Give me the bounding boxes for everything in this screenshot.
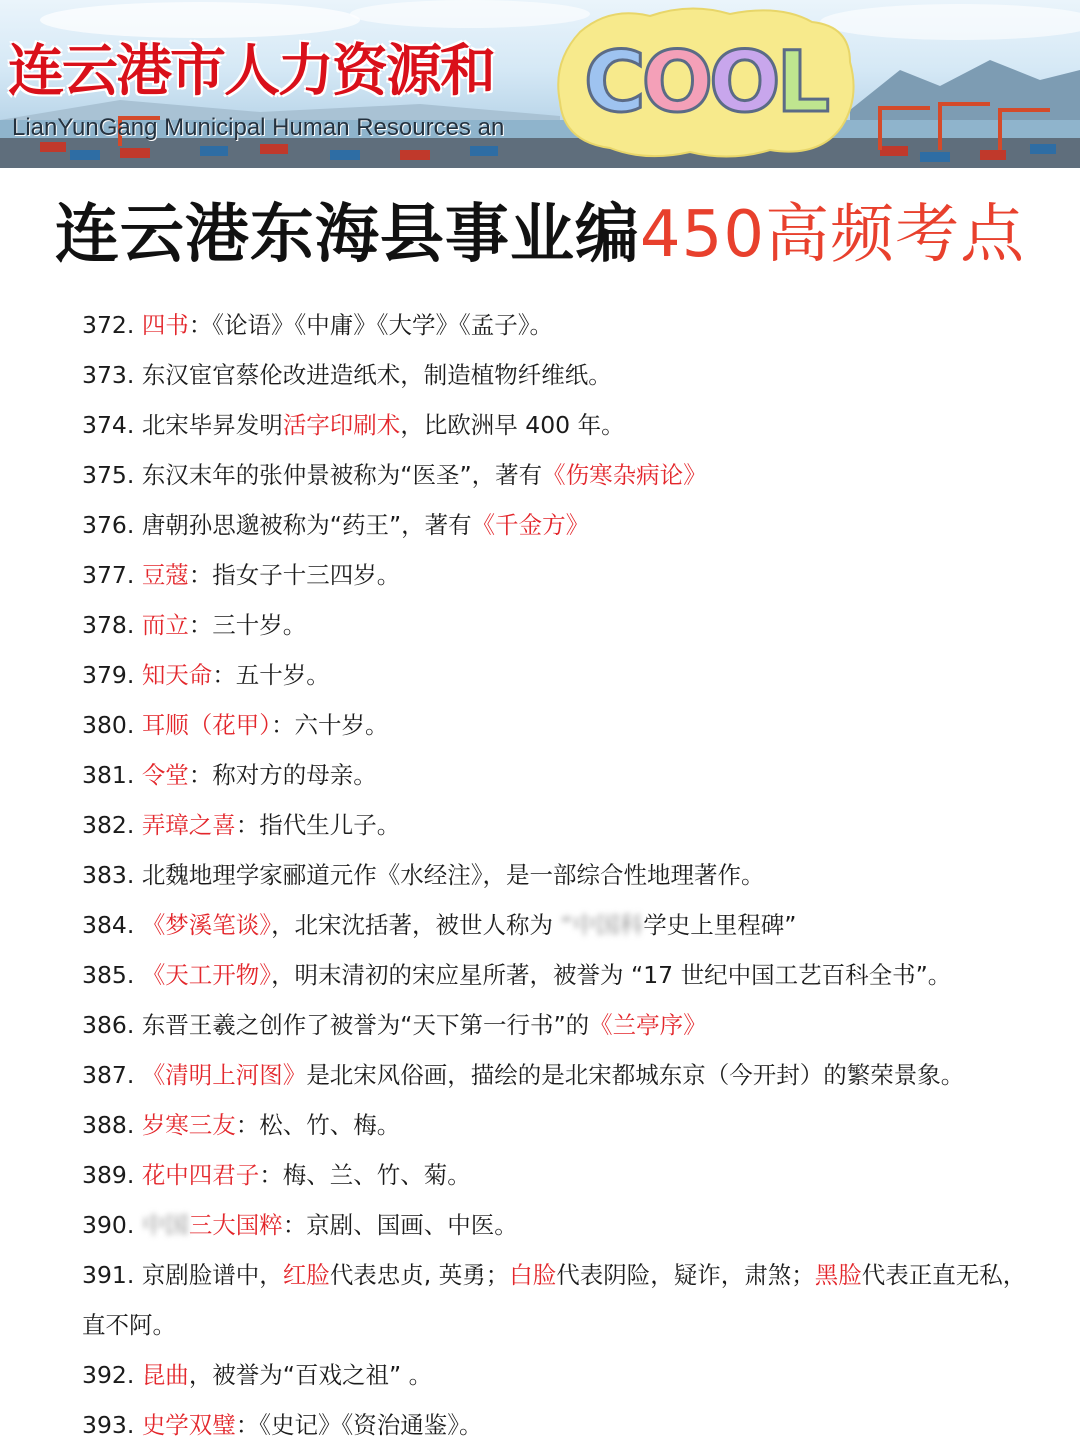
page-title bbox=[0, 190, 1080, 280]
item-text: ，比欧洲早 400 年。 bbox=[400, 411, 625, 439]
list-item bbox=[82, 1100, 1080, 1150]
item-text: 北魏地理学家郦道元作《水经注》，是一部综合性地理著作。 bbox=[141, 861, 765, 889]
item-text: ，北宋沈括著，被世人称为 bbox=[271, 911, 561, 939]
item-number: 381. bbox=[82, 761, 135, 789]
item-number: 383. bbox=[82, 861, 135, 889]
item-text: ：五十岁。 bbox=[212, 661, 330, 689]
item-text: ：梅、兰、竹、菊。 bbox=[259, 1161, 471, 1189]
item-text: ，明末清初的宋应星所著，被誉为 “17 世纪中国工艺百科全书”。 bbox=[271, 961, 952, 989]
highlighted-term: 弄璋之喜 bbox=[141, 811, 236, 839]
item-number: 389. bbox=[82, 1161, 135, 1189]
item-number: 388. bbox=[82, 1111, 135, 1139]
item-number: 386. bbox=[82, 1011, 135, 1039]
sticker-letter-l: L bbox=[776, 33, 827, 131]
highlighted-term: 三大国粹 bbox=[188, 1211, 283, 1239]
highlighted-term: 耳顺（花甲） bbox=[141, 711, 272, 739]
highlighted-term: 《兰亭序》 bbox=[589, 1011, 707, 1039]
list-item bbox=[82, 1300, 1080, 1350]
item-number: 375. bbox=[82, 461, 135, 489]
list-item bbox=[82, 1200, 1080, 1250]
highlighted-term: 白脸 bbox=[509, 1261, 557, 1289]
item-text: 直不阿。 bbox=[82, 1311, 176, 1339]
list-item bbox=[82, 1350, 1080, 1400]
item-text: ：松、竹、梅。 bbox=[235, 1111, 401, 1139]
item-text: 代表正直无私， bbox=[861, 1261, 1027, 1289]
item-text: 学史上里程碑” bbox=[643, 911, 797, 939]
list-item bbox=[82, 500, 1080, 550]
list-item bbox=[82, 400, 1080, 450]
list-item bbox=[82, 1400, 1080, 1450]
highlighted-term: 岁寒三友 bbox=[141, 1111, 236, 1139]
item-text: 是北宋风俗画，描绘的是北宋都城东京（今开封）的繁荣景象。 bbox=[306, 1061, 965, 1089]
sticker-letter-o2: O bbox=[709, 33, 777, 131]
sticker-letter-o1: O bbox=[641, 33, 710, 131]
list-item bbox=[82, 850, 1080, 900]
list-item bbox=[82, 1150, 1080, 1200]
highlighted-term: 黑脸 bbox=[814, 1261, 862, 1289]
item-number: 378. bbox=[82, 611, 135, 639]
item-text: 东汉末年的张仲景被称为“医圣”，著有 bbox=[141, 461, 543, 489]
item-number: 391. bbox=[82, 1261, 135, 1289]
item-text: ：指女子十三四岁。 bbox=[188, 561, 401, 589]
item-text: 北宋毕昇发明 bbox=[141, 411, 283, 439]
list-item bbox=[82, 900, 1080, 950]
item-text: ：《史记》《资治通鉴》。 bbox=[235, 1411, 483, 1439]
item-text: ：《论语》《中庸》《大学》《孟子》。 bbox=[188, 311, 554, 339]
banner-title: 连云港市人力资源和 bbox=[8, 39, 494, 104]
header-banner bbox=[0, 0, 1080, 168]
list-item bbox=[82, 800, 1080, 850]
list-item bbox=[82, 750, 1080, 800]
highlighted-term: 史学双璧 bbox=[141, 1411, 236, 1439]
item-text: ：六十岁。 bbox=[271, 711, 389, 739]
page-title-main: 连云港东海县事业编 bbox=[54, 198, 640, 272]
highlighted-term: 《天工开物》 bbox=[141, 961, 272, 989]
item-number: 372. bbox=[82, 311, 135, 339]
highlighted-term: 《清明上河图》 bbox=[141, 1061, 307, 1089]
item-number: 392. bbox=[82, 1361, 135, 1389]
sticker-text bbox=[550, 34, 860, 130]
item-number: 376. bbox=[82, 511, 135, 539]
item-text: ：京剧、国画、中医。 bbox=[282, 1211, 518, 1239]
highlighted-term: 《梦溪笔谈》 bbox=[141, 911, 272, 939]
item-text: 唐朝孙思邈被称为“药王”，著有 bbox=[141, 511, 472, 539]
highlighted-term: 红脸 bbox=[282, 1261, 330, 1289]
list-item bbox=[82, 550, 1080, 600]
blurred-text: “中国科 bbox=[560, 911, 644, 939]
item-number: 390. bbox=[82, 1211, 135, 1239]
list-item bbox=[82, 350, 1080, 400]
list-item bbox=[82, 300, 1080, 350]
highlighted-term: 活字印刷术 bbox=[282, 411, 401, 439]
item-number: 387. bbox=[82, 1061, 135, 1089]
item-text: 代表阴险，疑诈，肃煞； bbox=[556, 1261, 815, 1289]
highlighted-term: 令堂 bbox=[141, 761, 189, 789]
highlighted-term: 《伤寒杂病论》 bbox=[542, 461, 707, 489]
knowledge-point-list bbox=[82, 300, 1080, 1450]
item-number: 377. bbox=[82, 561, 135, 589]
list-item bbox=[82, 600, 1080, 650]
banner-subtitle: LianYunGang Municipal Human Resources an bbox=[12, 114, 505, 141]
list-item bbox=[82, 1000, 1080, 1050]
item-text: ：指代生儿子。 bbox=[235, 811, 401, 839]
item-number: 373. bbox=[82, 361, 135, 389]
list-item bbox=[82, 650, 1080, 700]
sticker-letter-c: C bbox=[583, 33, 642, 131]
blurred-text: 中国 bbox=[141, 1211, 189, 1239]
item-text: 代表忠贞, 英勇； bbox=[329, 1261, 510, 1289]
list-item bbox=[82, 1250, 1080, 1300]
list-item bbox=[82, 1050, 1080, 1100]
item-number: 380. bbox=[82, 711, 135, 739]
item-number: 385. bbox=[82, 961, 135, 989]
highlighted-term: 四书 bbox=[141, 311, 189, 339]
list-item bbox=[82, 700, 1080, 750]
item-text: 京剧脸谱中， bbox=[141, 1261, 283, 1289]
item-number: 384. bbox=[82, 911, 135, 939]
list-item bbox=[82, 450, 1080, 500]
highlighted-term: 而立 bbox=[141, 611, 189, 639]
cool-sticker-logo bbox=[550, 2, 860, 162]
item-number: 382. bbox=[82, 811, 135, 839]
item-number: 379. bbox=[82, 661, 135, 689]
item-number: 393. bbox=[82, 1411, 135, 1439]
highlighted-term: 昆曲 bbox=[141, 1361, 189, 1389]
highlighted-term: 花中四君子 bbox=[141, 1161, 260, 1189]
item-text: 东汉宦官蔡伦改进造纸术，制造植物纤维纸。 bbox=[141, 361, 612, 389]
item-text: ：称对方的母亲。 bbox=[188, 761, 377, 789]
highlighted-term: 豆蔻 bbox=[141, 561, 189, 589]
highlighted-term: 《千金方》 bbox=[471, 511, 590, 539]
item-text: ：三十岁。 bbox=[188, 611, 307, 639]
item-text: ，被誉为“百戏之祖” 。 bbox=[188, 1361, 433, 1389]
item-text: 东晋王羲之创作了被誉为“天下第一行书”的 bbox=[141, 1011, 590, 1039]
page-title-highlight: 450高频考点 bbox=[639, 198, 1026, 272]
item-number: 374. bbox=[82, 411, 135, 439]
highlighted-term: 知天命 bbox=[141, 661, 213, 689]
list-item bbox=[82, 950, 1080, 1000]
